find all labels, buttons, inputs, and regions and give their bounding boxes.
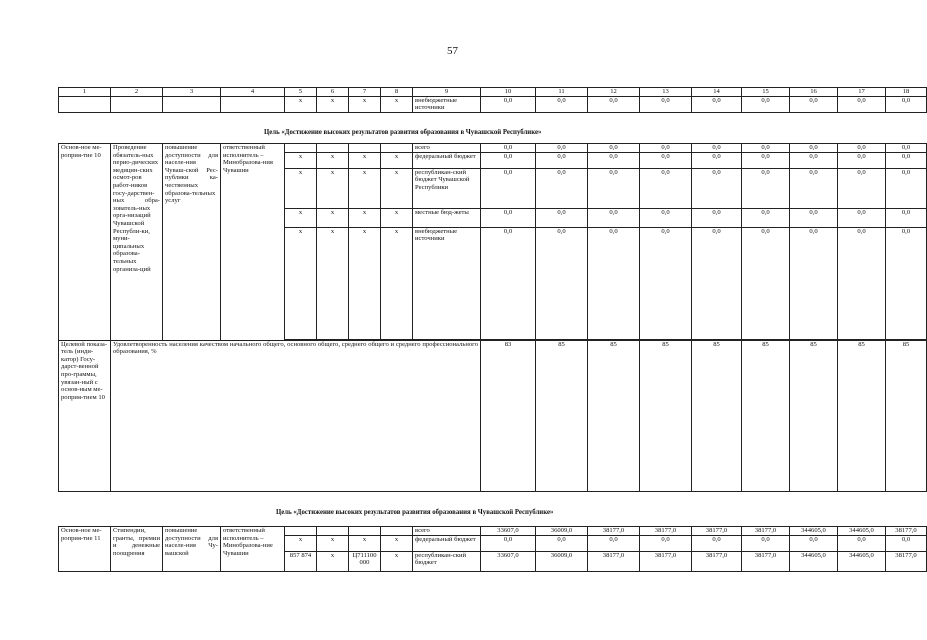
- value-cell: 0,0: [640, 152, 692, 168]
- indicator-value: 83: [481, 340, 536, 491]
- table-header-block: [58, 87, 927, 113]
- indicator-text: Удовлетворенность населения качеством начального общего, основного общего, среднего общего и среднего профессионального образования, %: [111, 340, 481, 491]
- value-cell: 0,0: [692, 152, 742, 168]
- event10-col1: Основ-ное ме-роприя-тие 10: [59, 144, 111, 341]
- source-cell: местные бюд-жеты: [413, 208, 481, 227]
- column-number-cell: 4: [221, 88, 285, 97]
- value-cell: 0,0: [838, 152, 886, 168]
- column-number-cell: 18: [886, 88, 927, 97]
- value-cell: 0,0: [640, 96, 692, 112]
- value-cell: 0,0: [692, 96, 742, 112]
- value-cell: 0,0: [838, 535, 886, 551]
- source-cell: федеральный бюджет: [413, 152, 481, 168]
- column-number-cell: 13: [640, 88, 692, 97]
- value-cell: 0,0: [481, 96, 536, 112]
- value-cell: 33607,0: [481, 551, 536, 571]
- column-number-cell: 3: [163, 88, 221, 97]
- mark-cell: х: [285, 96, 317, 112]
- value-cell: 0,0: [692, 227, 742, 339]
- column-number-cell: 12: [588, 88, 640, 97]
- mark-cell: х: [349, 208, 381, 227]
- value-cell: 0,0: [588, 96, 640, 112]
- value-cell: 38177,0: [640, 527, 692, 536]
- column-number-cell: 6: [317, 88, 349, 97]
- value-cell: 38177,0: [588, 551, 640, 571]
- value-cell: 36009,0: [536, 551, 588, 571]
- source-cell: республикан-ский бюджет Чувашской Республики: [413, 168, 481, 208]
- value-cell: 0,0: [742, 168, 790, 208]
- mark-cell: [285, 144, 317, 153]
- value-cell: 38177,0: [640, 551, 692, 571]
- event11-col1: Основ-ное ме-роприя-тие 11: [59, 527, 111, 572]
- column-number-cell: 2: [111, 88, 163, 97]
- value-cell: 0,0: [588, 152, 640, 168]
- column-number-cell: 9: [413, 88, 481, 97]
- mark-cell: х: [381, 227, 413, 339]
- value-cell: 0,0: [790, 152, 838, 168]
- value-cell: 0,0: [481, 535, 536, 551]
- table-event-10: [58, 143, 927, 492]
- value-cell: 0,0: [640, 208, 692, 227]
- value-cell: 0,0: [536, 144, 588, 153]
- value-cell: 0,0: [790, 208, 838, 227]
- value-cell: 0,0: [536, 96, 588, 112]
- mark-cell: х: [349, 96, 381, 112]
- value-cell: 0,0: [692, 168, 742, 208]
- column-number-cell: 15: [742, 88, 790, 97]
- event11-col4: ответственный исполнитель – Минобразова-ние Чувашии: [221, 527, 285, 572]
- empty-cell: [59, 96, 111, 112]
- value-cell: 0,0: [742, 152, 790, 168]
- mark-cell: х: [381, 208, 413, 227]
- indicator-row: [59, 340, 927, 491]
- value-cell: 38177,0: [588, 527, 640, 536]
- value-cell: 0,0: [838, 96, 886, 112]
- event10-col2: Проведение обязатель-ных перио-дических медицин-ских осмот-ров работ-ников госу-дарствен-ных обра-зователь-ных орга-низаций Чувашской Республи-ки, муни-ципальных образова-тельных организа-ций: [111, 144, 163, 341]
- table-row: [59, 96, 927, 112]
- table-row: [59, 527, 927, 536]
- mark-cell: х: [285, 227, 317, 339]
- value-cell: 0,0: [640, 535, 692, 551]
- value-cell: 0,0: [886, 96, 927, 112]
- mark-cell: х: [381, 551, 413, 571]
- mark-cell: х: [317, 168, 349, 208]
- value-cell: 0,0: [536, 152, 588, 168]
- indicator-col1: Целевой показа-тель (инди-катор) Госу-дарст-венной про-граммы, увязан-ный с основ-ным ме-роприя-тием 10: [59, 340, 111, 491]
- value-cell: 0,0: [838, 144, 886, 153]
- indicator-value: 85: [742, 340, 790, 491]
- mark-cell: х: [285, 152, 317, 168]
- mark-cell: [317, 527, 349, 536]
- value-cell: 0,0: [588, 208, 640, 227]
- value-cell: 36009,0: [536, 527, 588, 536]
- mark-cell: [381, 527, 413, 536]
- column-number-cell: 14: [692, 88, 742, 97]
- source-cell: федеральный бюджет: [413, 535, 481, 551]
- indicator-value: 85: [640, 340, 692, 491]
- value-cell: 0,0: [536, 168, 588, 208]
- value-cell: 0,0: [481, 168, 536, 208]
- mark-cell: Ц711100 000: [349, 551, 381, 571]
- column-number-cell: 16: [790, 88, 838, 97]
- value-cell: 0,0: [838, 227, 886, 339]
- value-cell: 38177,0: [692, 551, 742, 571]
- mark-cell: х: [381, 152, 413, 168]
- value-cell: 0,0: [790, 535, 838, 551]
- goal-heading-1: Цель «Достижение высоких результатов развития образования в Чувашской Республике»: [264, 129, 542, 136]
- source-cell: внебюджетные источники: [413, 227, 481, 339]
- value-cell: 0,0: [692, 208, 742, 227]
- empty-cell: [111, 96, 163, 112]
- goal-heading-2: Цель «Достижение высоких результатов развития образования в Чувашской Республике»: [276, 509, 554, 516]
- mark-cell: х: [317, 551, 349, 571]
- value-cell: 0,0: [886, 144, 927, 153]
- value-cell: 0,0: [481, 152, 536, 168]
- mark-cell: [381, 144, 413, 153]
- value-cell: 0,0: [886, 168, 927, 208]
- value-cell: 0,0: [536, 208, 588, 227]
- mark-cell: х: [317, 208, 349, 227]
- value-cell: 38177,0: [886, 551, 927, 571]
- value-cell: 0,0: [536, 227, 588, 339]
- value-cell: 0,0: [886, 535, 927, 551]
- mark-cell: х: [317, 96, 349, 112]
- mark-cell: х: [349, 168, 381, 208]
- value-cell: 0,0: [640, 144, 692, 153]
- mark-cell: х: [317, 227, 349, 339]
- value-cell: 0,0: [481, 144, 536, 153]
- value-cell: 0,0: [838, 208, 886, 227]
- mark-cell: 857 874: [285, 551, 317, 571]
- value-cell: 0,0: [742, 208, 790, 227]
- value-cell: 0,0: [790, 227, 838, 339]
- empty-cell: [221, 96, 285, 112]
- column-number-cell: 11: [536, 88, 588, 97]
- mark-cell: х: [349, 227, 381, 339]
- mark-cell: х: [381, 535, 413, 551]
- value-cell: 0,0: [640, 227, 692, 339]
- event11-col3: повышение доступности для населе-ния Чу-вашской: [163, 527, 221, 572]
- event11-col2: Стипендии, гранты, премии и денежные поощрения: [111, 527, 163, 572]
- event10-col3: повышение доступности для населе-ния Чуваш-ской Рес-публики ка-чественных образова-тельных услуг: [163, 144, 221, 341]
- value-cell: 0,0: [692, 535, 742, 551]
- value-cell: 0,0: [692, 144, 742, 153]
- mark-cell: [317, 144, 349, 153]
- mark-cell: х: [317, 535, 349, 551]
- source-cell: всего: [413, 144, 481, 153]
- mark-cell: [349, 527, 381, 536]
- indicator-value: 85: [838, 340, 886, 491]
- value-cell: 0,0: [742, 535, 790, 551]
- value-cell: 38177,0: [886, 527, 927, 536]
- indicator-value: 85: [790, 340, 838, 491]
- empty-cell: [163, 96, 221, 112]
- indicator-value: 85: [588, 340, 640, 491]
- mark-cell: х: [349, 535, 381, 551]
- mark-cell: х: [317, 152, 349, 168]
- value-cell: 38177,0: [692, 527, 742, 536]
- column-number-cell: 17: [838, 88, 886, 97]
- value-cell: 0,0: [481, 208, 536, 227]
- indicator-value: 85: [692, 340, 742, 491]
- mark-cell: х: [381, 168, 413, 208]
- value-cell: 33607,0: [481, 527, 536, 536]
- column-number-cell: 8: [381, 88, 413, 97]
- page-number: 57: [447, 45, 458, 57]
- table-row: [59, 144, 927, 153]
- value-cell: 0,0: [742, 96, 790, 112]
- column-number-row: [59, 88, 927, 97]
- mark-cell: х: [285, 168, 317, 208]
- mark-cell: х: [381, 96, 413, 112]
- value-cell: 0,0: [742, 227, 790, 339]
- value-cell: 38177,0: [742, 527, 790, 536]
- mark-cell: х: [285, 208, 317, 227]
- value-cell: 344605,0: [838, 551, 886, 571]
- value-cell: 0,0: [886, 227, 927, 339]
- event10-col4: ответственный исполнитель – Минобразова-ния Чувашии: [221, 144, 285, 341]
- source-cell: всего: [413, 527, 481, 536]
- value-cell: 0,0: [742, 144, 790, 153]
- mark-cell: х: [285, 535, 317, 551]
- value-cell: 0,0: [790, 168, 838, 208]
- value-cell: 0,0: [588, 227, 640, 339]
- value-cell: 0,0: [536, 535, 588, 551]
- source-cell: внебюджетные источники: [413, 96, 481, 112]
- value-cell: 0,0: [838, 168, 886, 208]
- column-number-cell: 5: [285, 88, 317, 97]
- value-cell: 0,0: [790, 96, 838, 112]
- value-cell: 344605,0: [838, 527, 886, 536]
- value-cell: 38177,0: [742, 551, 790, 571]
- value-cell: 0,0: [481, 227, 536, 339]
- value-cell: 0,0: [640, 168, 692, 208]
- value-cell: 0,0: [588, 168, 640, 208]
- table-event-11: [58, 526, 927, 572]
- mark-cell: [349, 144, 381, 153]
- value-cell: 0,0: [886, 152, 927, 168]
- mark-cell: х: [349, 152, 381, 168]
- indicator-value: 85: [536, 340, 588, 491]
- value-cell: 0,0: [886, 208, 927, 227]
- indicator-value: 85: [886, 340, 927, 491]
- value-cell: 344605,0: [790, 551, 838, 571]
- value-cell: 344605,0: [790, 527, 838, 536]
- column-number-cell: 10: [481, 88, 536, 97]
- value-cell: 0,0: [790, 144, 838, 153]
- source-cell: республикан-ский бюджет: [413, 551, 481, 571]
- value-cell: 0,0: [588, 144, 640, 153]
- column-number-cell: 7: [349, 88, 381, 97]
- value-cell: 0,0: [588, 535, 640, 551]
- mark-cell: [285, 527, 317, 536]
- column-number-cell: 1: [59, 88, 111, 97]
